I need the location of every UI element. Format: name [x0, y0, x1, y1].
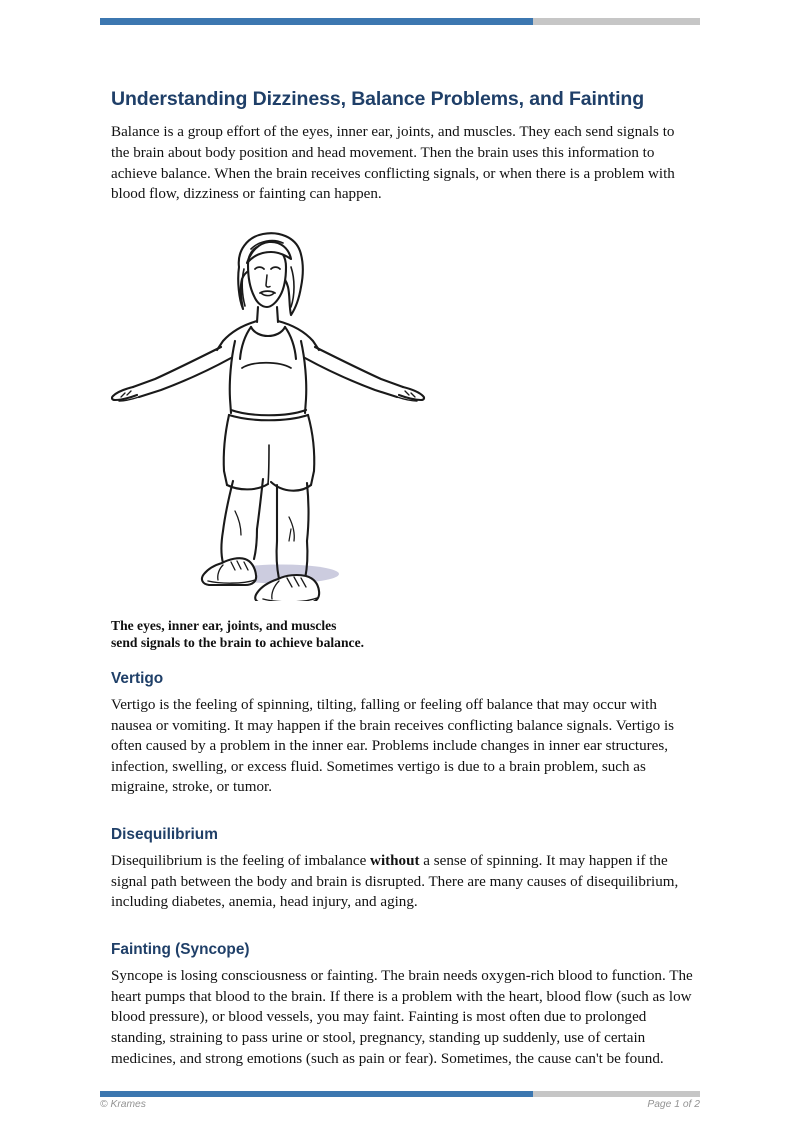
woman-balancing-illustration: [111, 229, 696, 601]
footer-page-indicator: Page 1 of 2: [647, 1099, 700, 1110]
document-content: [111, 88, 696, 1069]
header-rule: [100, 18, 700, 25]
section-body-fainting: Syncope is losing consciousness or fainting. The brain needs oxygen-rich blood to function. The heart pumps that blood to the brain. If there is a problem with the heart, blood flow (such as low blood pressure), or blood vessels, you may faint. Fainting is most often due to prolonged standing, straining to pass urine or stool, pregnancy, standing up suddenly, use of certain medicines, and strong emotions (such as pain or fear). Sometimes, the cause can't be found.: [111, 968, 693, 1067]
illustration-svg: [111, 229, 696, 601]
section-body-disequilibrium: [111, 851, 696, 913]
footer-rule-blue-segment: [100, 1091, 533, 1097]
section-heading-vertigo: Vertigo: [111, 669, 164, 687]
page-footer: [100, 1099, 700, 1110]
disequilibrium-text-part-1: Disequilibrium is the feeling of imbalance: [111, 853, 371, 870]
header-rule-blue-segment: [100, 18, 533, 25]
disequilibrium-emphasis: without: [370, 853, 420, 870]
figure-caption-line-1: The eyes, inner ear, joints, and muscles: [111, 617, 337, 633]
section-heading-fainting: Fainting (Syncope): [111, 941, 250, 959]
header-rule-gray-segment: [533, 18, 700, 25]
spacer: [111, 798, 696, 825]
spacer: [111, 205, 696, 229]
intro-paragraph: Balance is a group effort of the eyes, inner ear, joints, and muscles. They each send signals to the brain about body position and head movement. Then the brain uses this information to achieve balance. When the brain receives conflicting signals, or when there is a problem with blood flow, dizziness or fainting can happen.: [111, 124, 675, 203]
section-body-vertigo: Vertigo is the feeling of spinning, tilting, falling or feeling off balance that may occur with nausea or vomiting. It may happen if the brain receives conflicting balance signals. Vertigo is often caused by a problem in the inner ear. Problems include changes in inner ear structures, infection, swelling, or excess fluid. Sometimes vertigo is due to a brain problem, such as migraine, stroke, or tumor.: [111, 697, 675, 796]
figure-caption-line-2: send signals to the brain to achieve balance.: [111, 635, 365, 651]
footer-rule: [100, 1091, 700, 1097]
section-heading-disequilibrium: Disequilibrium: [111, 825, 218, 843]
page-title: Understanding Dizziness, Balance Problems, and Fainting: [111, 88, 645, 110]
disequilibrium-text-part-2: a sense of spinning. It may happen if the signal path between the body and brain is disrupted. There are many causes of disequilibrium, including diabetes, anemia, head injury, and aging.: [111, 853, 679, 911]
spacer: [111, 652, 696, 669]
figure-caption: [111, 617, 696, 652]
footer-rule-gray-segment: [533, 1091, 700, 1097]
spacer: [111, 601, 696, 617]
spacer: [111, 913, 696, 940]
footer-copyright: © Krames: [100, 1099, 146, 1110]
